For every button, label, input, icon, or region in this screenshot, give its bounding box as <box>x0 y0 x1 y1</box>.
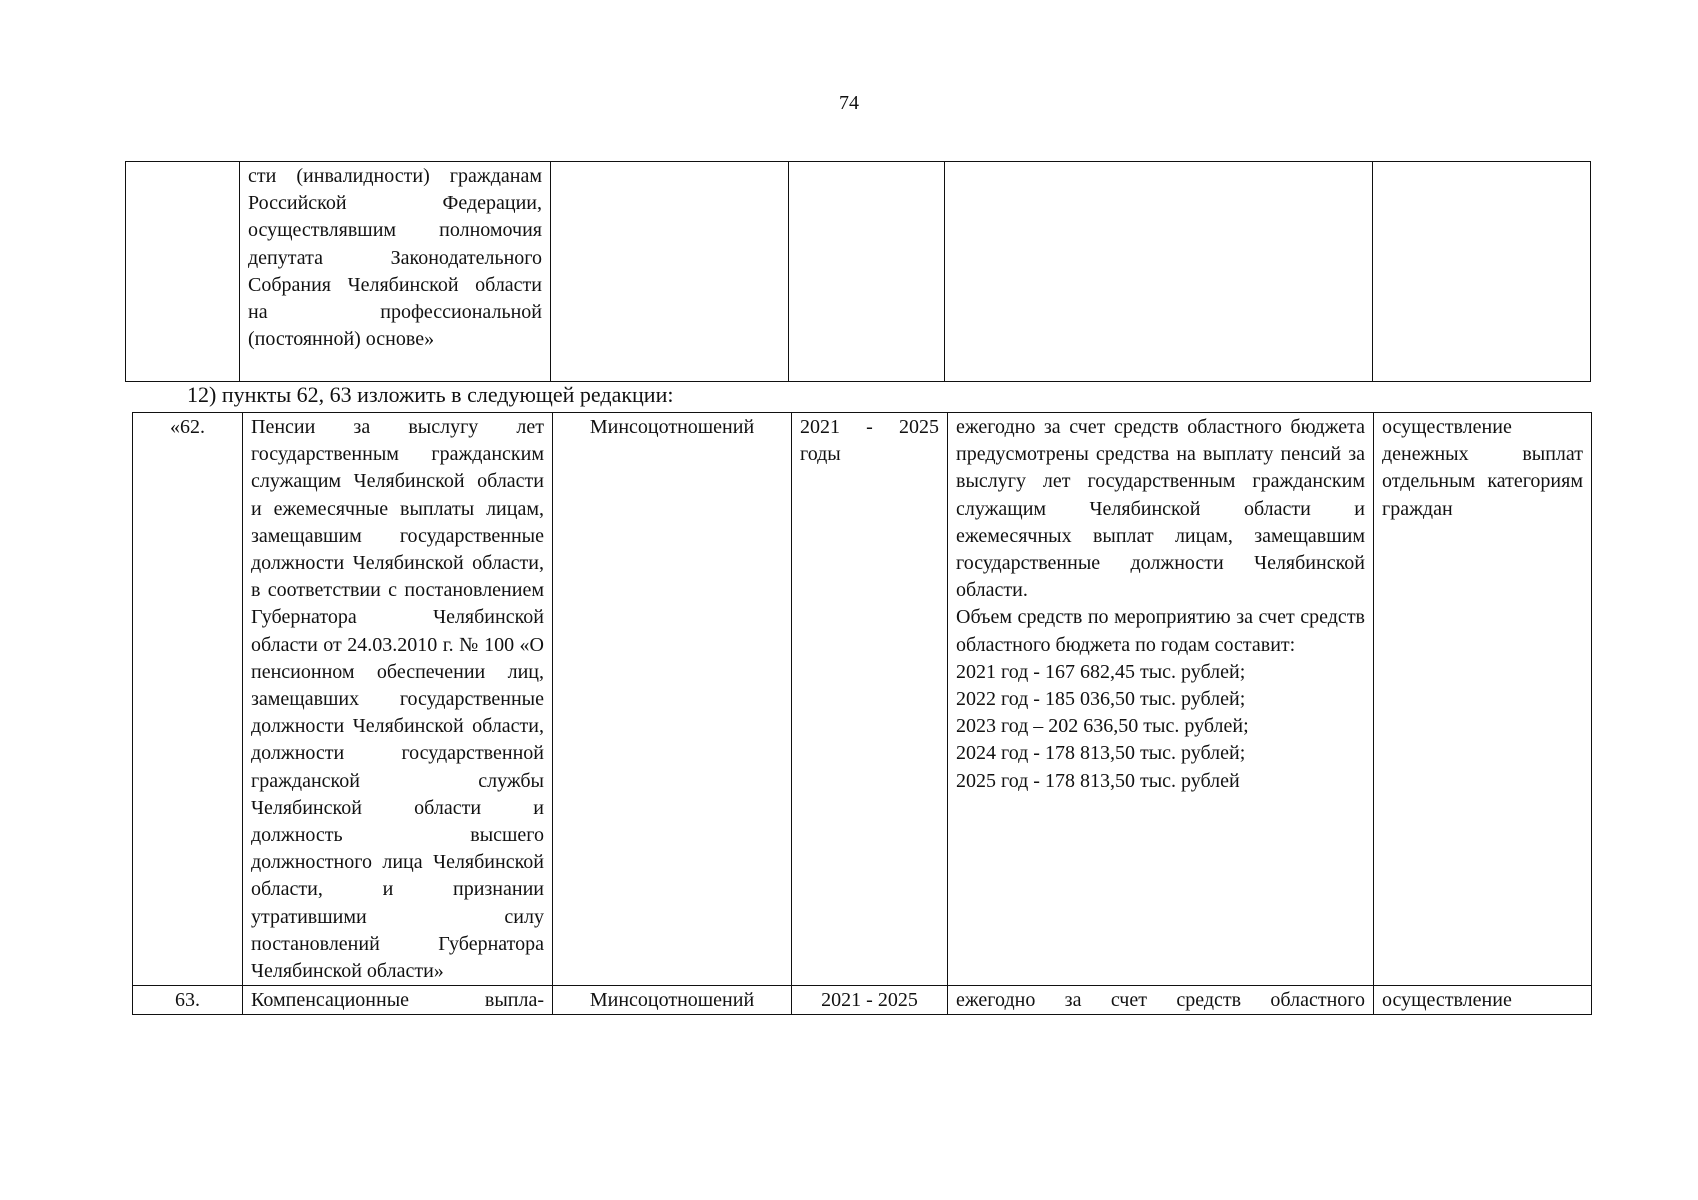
continued-period-cell <box>789 162 945 382</box>
continued-table <box>125 161 1591 382</box>
continued-number-cell <box>126 162 240 382</box>
row-63-executor: Минсоцотношений <box>553 986 792 1015</box>
continued-description-cell <box>945 162 1373 382</box>
row-63-result: осуществление <box>1374 986 1592 1015</box>
continued-name-cell: сти (инвалидности) гражданам Российской Федерации, осуществлявшим полномочия депутата Законодательного Собрания Челябинской области на профессиональной (постоянной) основе» <box>240 162 551 382</box>
row-62-year-2021: 2021 год - 167 682,45 тыс. рублей; <box>956 660 1246 683</box>
amendment-intro: 12) пункты 62, 63 изложить в следующей редакции: <box>187 382 674 407</box>
row-62-year-2024: 2024 год - 178 813,50 тыс. рублей; <box>956 742 1246 765</box>
page-number: 74 <box>839 92 859 114</box>
row-62-executor: Минсоцотношений <box>553 413 792 986</box>
row-63-description: ежегодно за счет средств областного <box>948 986 1374 1015</box>
table-row-62 <box>133 413 1592 986</box>
amendment-table <box>132 412 1592 1015</box>
row-62-number: «62. <box>133 413 243 986</box>
row-63-number: 63. <box>133 986 243 1015</box>
row-62-description: ежегодно за счет средств областного бюджета предусмотрены средства на выплату пенсий за выслугу лет государственным гражданским служащим Челябинской области и ежемесячных выплат лицам, замещавшим государственные должности Челябинской области. <box>956 416 1365 602</box>
row-63-name: Компенсационные выпла- <box>243 986 553 1015</box>
row-62-volume-intro: Объем средств по мероприятию за счет средств областного бюджета по годам составит: <box>956 606 1365 656</box>
table-row-63 <box>133 986 1592 1015</box>
row-62-year-2023: 2023 год – 202 636,50 тыс. рублей; <box>956 715 1249 738</box>
continued-executor-cell <box>551 162 789 382</box>
continued-result-cell <box>1373 162 1591 382</box>
row-62-period: 2021 - 2025 годы <box>792 413 948 986</box>
row-62-name: Пенсии за выслугу лет государственным гражданским служащим Челябинской области и ежемесячные выплаты лицам, замещавшим государственные должности Челябинской области, в соответствии с постановлением Губернатора Челябинской области от 24.03.2010 г. № 100 «О пенсионном обеспечении лиц, замещавших государственные должности Челябинской области, должности государственной гражданской службы Челябинской области и должность высшего должностного лица Челябинской области, и признании утратившими силу постановлений Губернатора Челябинской области» <box>243 413 553 986</box>
row-62-description-cell <box>948 413 1374 986</box>
row-62-result: осуществление денежных выплат отдельным категориям граждан <box>1374 413 1592 986</box>
continued-table-row <box>126 162 1591 382</box>
row-63-period: 2021 - 2025 <box>792 986 948 1015</box>
row-62-year-2025: 2025 год - 178 813,50 тыс. рублей <box>956 769 1240 792</box>
row-62-year-2022: 2022 год - 185 036,50 тыс. рублей; <box>956 688 1246 711</box>
